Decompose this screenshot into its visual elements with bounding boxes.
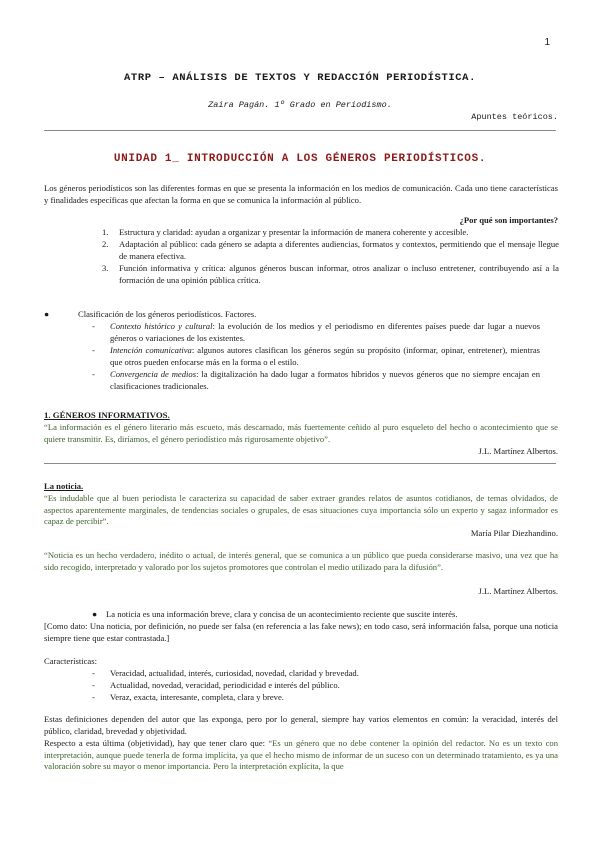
bullet-icon: ●: [44, 309, 50, 319]
feature-item: - Veracidad, actualidad, interés, curiosidad, novedad, claridad y brevedad.: [92, 668, 359, 678]
informativos-quote: “La información es el género literario más escueto, más descarnado, más fuertemente ceñido al puro esqueleto del hecho o acontecimiento que se quiere transmitir. Es, diríamos, el género periodístico más rigurosamente objetivo”.: [44, 422, 558, 444]
header-divider: [44, 130, 556, 131]
feature-item: - Veraz, exacta, interesante, completa, clara y breve.: [92, 692, 284, 702]
definitions-paragraph: Estas definiciones dependen del autor que las exponga, pero por lo general, siempre hay varios elementos en común: la veracidad, interés del público, claridad, brevedad y objetividad.: [44, 714, 558, 736]
page-number: 1: [544, 37, 550, 48]
noticia-quote-2: “Noticia es un hecho verdadero, inédito o actual, de interés general, que se comunica a un público que pueda considerarse masivo, una vez que ha sido recogido, interpretado y valorado por los sujetos promotores que controlan el medio utilizado para la difusión”.: [44, 550, 558, 572]
bullet-icon: ●: [92, 609, 98, 619]
noticia-quote-1: “Es indudable que al buen periodista le caracteriza su capacidad de saber extraer grandes relatos de asuntos cotidianos, de temas olvidados, de aspectos aparentemente marginales, de tendencias sociales o grupales, de esas situaciones cuya importancia sólo un experto y sagaz informador es capaz de percibir”.: [44, 493, 558, 527]
unit-title: UNIDAD 1_ INTRODUCCIÓN A LOS GÉNEROS PERIODÍSTICOS.: [113, 153, 487, 165]
quote-author: J.L. Martínez Albertos.: [478, 446, 558, 456]
noticia-heading: La noticia.: [44, 481, 84, 491]
feature-item: - Actualidad, novedad, veracidad, periodicidad e interés del público.: [92, 680, 340, 690]
noticia-definition: La noticia es una información breve, clara y concisa de un acontecimiento reciente que suscite interés.: [106, 609, 458, 619]
quote-author: J.L. Martínez Albertos.: [478, 586, 558, 596]
document-title: ATRP – ANÁLISIS DE TEXTOS Y REDACCIÓN PERIODÍSTICA.: [124, 72, 476, 84]
author-line: Zaira Pagán. 1º Grado en Periodismo.: [208, 100, 392, 110]
factor-item: - Contexto histórico y cultural: la evolución de los medios y el periodismo en diferentes países puede dar lugar a nuevos géneros o variaciones de los existentes.: [92, 321, 540, 343]
factor-item: - Intención comunicativa: algunos autores clasifican los géneros según su propósito (informar, opinar, entretener), mientras que otros pueden enfocarse más en la forma o el estilo.: [92, 345, 541, 367]
classification-title: Clasificación de los géneros periodísticos. Factores.: [78, 309, 257, 319]
section-divider: [44, 463, 556, 464]
factor-item: - Convergencia de medios: la digitalización ha dado lugar a formatos híbridos y nuevos géneros que no siempre encajan en clasificaciones tradicionales.: [92, 369, 540, 391]
quote-author: María Pilar Diezhandino.: [470, 528, 558, 538]
importance-question: ¿Por qué son importantes?: [459, 215, 558, 225]
intro-paragraph: Los géneros periodísticos son las diferentes formas en que se presenta la información en los medios de comunicación. Cada uno tiene características y finalidades específicas que afectan la forma en que se comunica la información al público.: [44, 183, 558, 205]
importance-item: 2. Adaptación al público: cada género se adapta a diferentes audiencias, formatos y contextos, permitiendo que el mensaje llegue de manera efectiva.: [102, 239, 559, 261]
notes-label: Apuntes teóricos.: [471, 112, 558, 122]
importance-item: 1. Estructura y claridad: ayudan a organizar y presentar la información de manera coherente y accesible.: [102, 227, 469, 237]
importance-item: 3. Función informativa y crítica: algunos géneros buscan informar, otros analizar o incluso entretener, contribuyendo así a la formación de una opinión pública crítica.: [102, 263, 559, 285]
features-label: Características:: [44, 656, 97, 666]
data-note: [Como dato: Una noticia, por definición, no puede ser falsa (en referencia a las fake news); en todo caso, será información falsa, porque una noticia siempre tiene que estar contrastada.]: [44, 621, 558, 643]
section-heading-informativos: 1. GÉNEROS INFORMATIVOS.: [44, 410, 170, 420]
objectivity-paragraph: Respecto a esta última (objetividad), hay que tener claro que: “Es un género que no debe contener la opinión del redactor. No es un texto con interpretación, aunque puede tenerla de forma implícita, ya que el hecho mismo de informar de un suceso con un determinado tratamiento, es ya una valoración sobre su mayor o menor importancia. Pero la interpretación explícita, la que: [44, 738, 559, 772]
